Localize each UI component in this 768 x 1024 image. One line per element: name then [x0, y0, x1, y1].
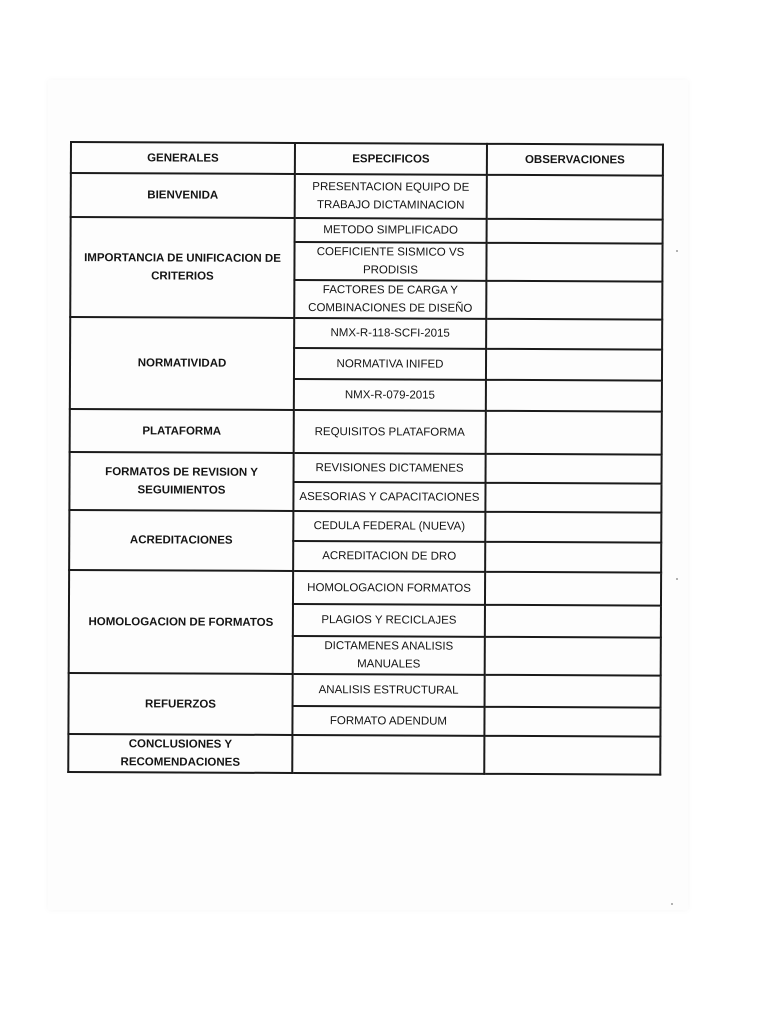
- specific-cell: REVISIONES DICTAMENES: [294, 453, 486, 483]
- specific-cell: NMX-R-079-2015: [294, 379, 486, 411]
- specific-cell: NORMATIVA INIFED: [294, 348, 486, 380]
- general-cell-normatividad: NORMATIVIDAD: [70, 317, 294, 410]
- observation-cell[interactable]: [486, 454, 662, 484]
- header-especificos: ESPECIFICOS: [295, 143, 487, 175]
- header-generales: GENERALES: [71, 142, 295, 174]
- scan-speck: [676, 250, 678, 252]
- header-observaciones: OBSERVACIONES: [487, 144, 663, 176]
- general-cell-refuerzos: REFUERZOS: [68, 673, 292, 735]
- specific-cell: ANALISIS ESTRUCTURAL: [293, 674, 485, 707]
- observation-cell[interactable]: [486, 243, 662, 282]
- observation-cell[interactable]: [486, 281, 662, 320]
- observation-cell[interactable]: [486, 411, 662, 455]
- specific-line: FACTORES DE CARGA Y: [322, 284, 458, 297]
- scan-speck: [676, 578, 678, 580]
- observation-cell[interactable]: [486, 319, 662, 350]
- specific-line: TRABAJO DICTAMINACION: [316, 199, 465, 212]
- specific-cell: DICTAMENES ANALISIS MANUALES: [293, 636, 485, 675]
- specific-line: PRESENTACION EQUIPO DE: [312, 181, 470, 194]
- observation-cell[interactable]: [487, 175, 663, 220]
- observation-cell[interactable]: [485, 483, 661, 513]
- observation-cell[interactable]: [485, 637, 661, 676]
- specific-cell: ASESORIAS Y CAPACITACIONES: [293, 482, 485, 512]
- observation-cell[interactable]: [485, 572, 661, 606]
- specific-line: COMBINACIONES DE DISEÑO: [308, 302, 473, 315]
- scan-speck: [671, 903, 673, 905]
- general-cell-bienvenida: BIENVENIDA: [71, 173, 295, 218]
- general-cell-homologacion: HOMOLOGACION DE FORMATOS: [69, 570, 293, 674]
- observation-cell[interactable]: [484, 707, 660, 737]
- specific-cell: METODO SIMPLIFICADO: [295, 218, 487, 243]
- specific-cell: [295, 174, 487, 219]
- observation-cell[interactable]: [484, 736, 660, 775]
- general-cell-formatos: [69, 452, 293, 511]
- specific-cell: COEFICIENTE SISMICO VS PRODISIS: [294, 242, 486, 281]
- specific-cell: [294, 280, 486, 319]
- table-row: [71, 173, 663, 220]
- general-cell-plataforma: PLATAFORMA: [70, 409, 294, 453]
- observation-cell[interactable]: [485, 605, 661, 638]
- specific-cell: CEDULA FEDERAL (NUEVA): [293, 511, 485, 542]
- table-row: [70, 317, 662, 350]
- table-row: [69, 673, 661, 708]
- table-row: [70, 409, 662, 455]
- general-cell-acreditaciones: ACREDITACIONES: [69, 510, 293, 571]
- specific-cell: PLAGIOS Y RECICLAJES: [293, 604, 485, 637]
- specific-cell: REQUISITOS PLATAFORMA: [294, 410, 486, 454]
- specific-cell: NMX-R-118-SCFI-2015: [294, 318, 486, 349]
- table-row: [69, 510, 661, 543]
- table-row: [71, 217, 663, 244]
- header-row: [71, 142, 663, 176]
- specific-cell: FORMATO ADENDUM: [292, 706, 484, 736]
- general-cell-importancia: IMPORTANCIA DE UNIFICACION DE CRITERIOS: [70, 217, 294, 318]
- general-line: SEGUIMIENTOS: [137, 484, 226, 497]
- specific-cell: HOMOLOGACION FORMATOS: [293, 571, 485, 605]
- general-cell-conclusiones: CONCLUSIONES Y RECOMENDACIONES: [68, 734, 292, 773]
- observation-cell[interactable]: [486, 380, 662, 412]
- table-row: [70, 452, 662, 484]
- observation-cell[interactable]: [485, 512, 661, 543]
- observation-cell[interactable]: [487, 219, 663, 244]
- observation-cell[interactable]: [485, 542, 661, 573]
- general-line: FORMATOS DE REVISION Y: [105, 466, 258, 479]
- observation-cell[interactable]: [486, 349, 662, 381]
- table-row: [68, 734, 660, 775]
- table-row: [69, 570, 661, 606]
- agenda-table: [67, 141, 664, 776]
- specific-cell: ACREDITACION DE DRO: [293, 541, 485, 572]
- specific-cell: [292, 735, 484, 774]
- observation-cell[interactable]: [485, 675, 661, 708]
